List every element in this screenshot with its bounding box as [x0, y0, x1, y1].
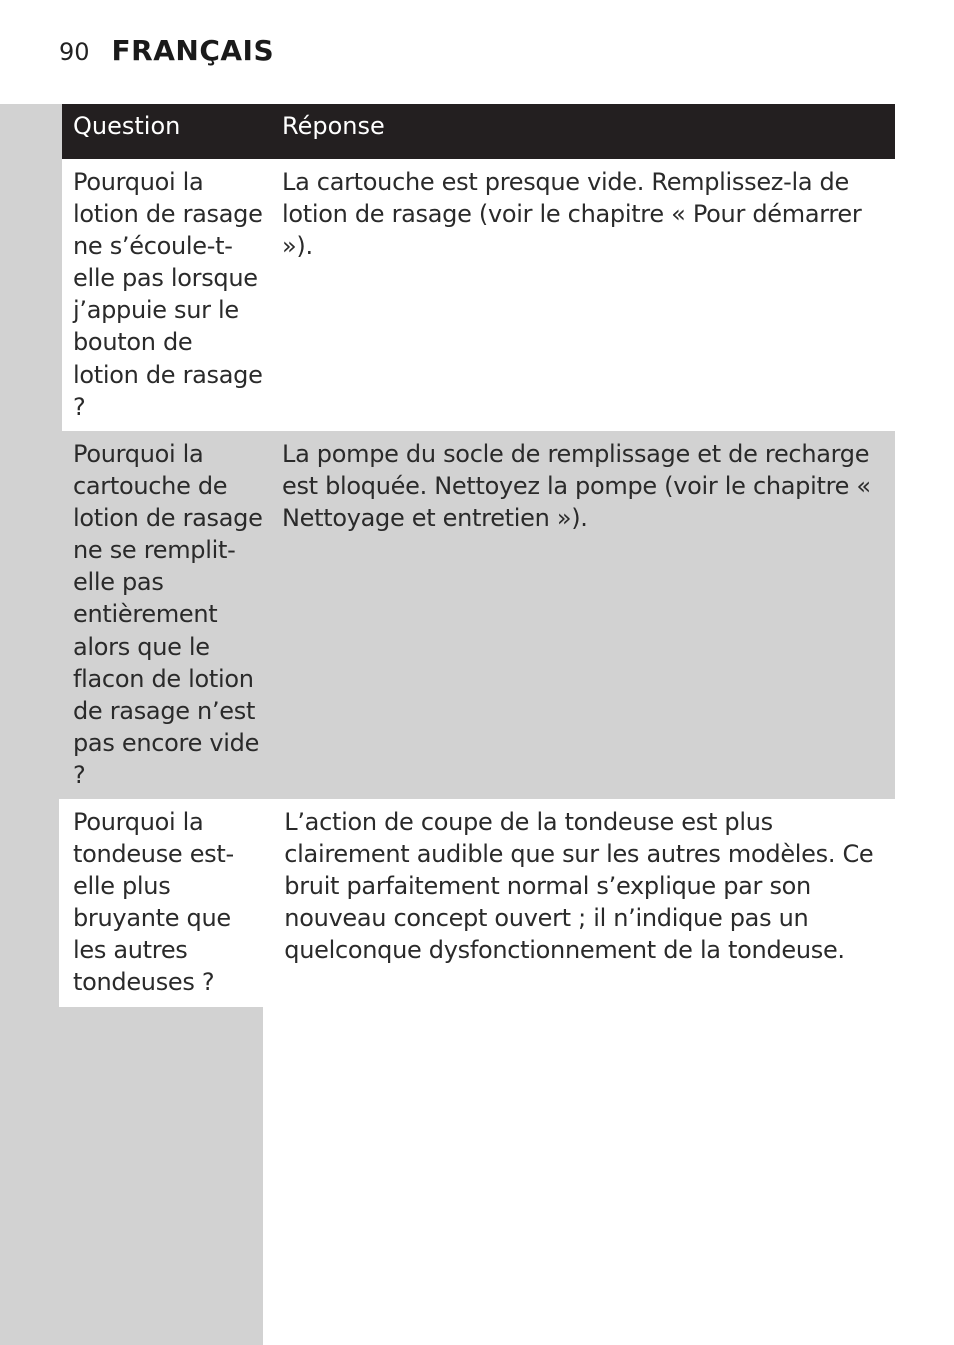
page-number: 90 — [59, 38, 90, 66]
question-cell: Pourquoi la cartouche de lotion de rasage ne se remplit-elle pas entièrement alors que le flacon de lotion de rasage n’est pas encore vide ? — [73, 440, 263, 789]
table-header-row — [62, 104, 895, 159]
faq-table — [62, 104, 895, 1007]
table-row — [62, 431, 895, 799]
section-title: FRANÇAIS — [111, 34, 275, 67]
table-row — [62, 159, 895, 431]
answer-cell: La pompe du socle de remplissage et de recharge est bloquée. Nettoyez la pompe (voir le chapitre « Nettoyage et entretien »). — [282, 440, 871, 533]
answer-cell: La cartouche est presque vide. Remplissez-la de lotion de rasage (voir le chapitre « Pour démarrer »). — [282, 168, 862, 261]
column-header-answer: Réponse — [282, 112, 385, 140]
column-header-question: Question — [73, 112, 181, 140]
question-cell: Pourquoi la lotion de rasage ne s’écoule-t-elle pas lorsque j’appuie sur le bouton de lotion de rasage ? — [62, 159, 263, 431]
table-row — [62, 799, 895, 1007]
question-cell: Pourquoi la tondeuse est-elle plus bruyante que les autres tondeuses ? — [59, 799, 262, 1007]
page-header — [59, 34, 274, 74]
answer-cell: L’action de coupe de la tondeuse est plus clairement audible que sur les autres modèles. Ce bruit parfaitement normal s’explique par son nouveau concept ouvert ; il n’indique pas un quelconque dysfonctionnement de la tondeuse. — [284, 808, 874, 965]
